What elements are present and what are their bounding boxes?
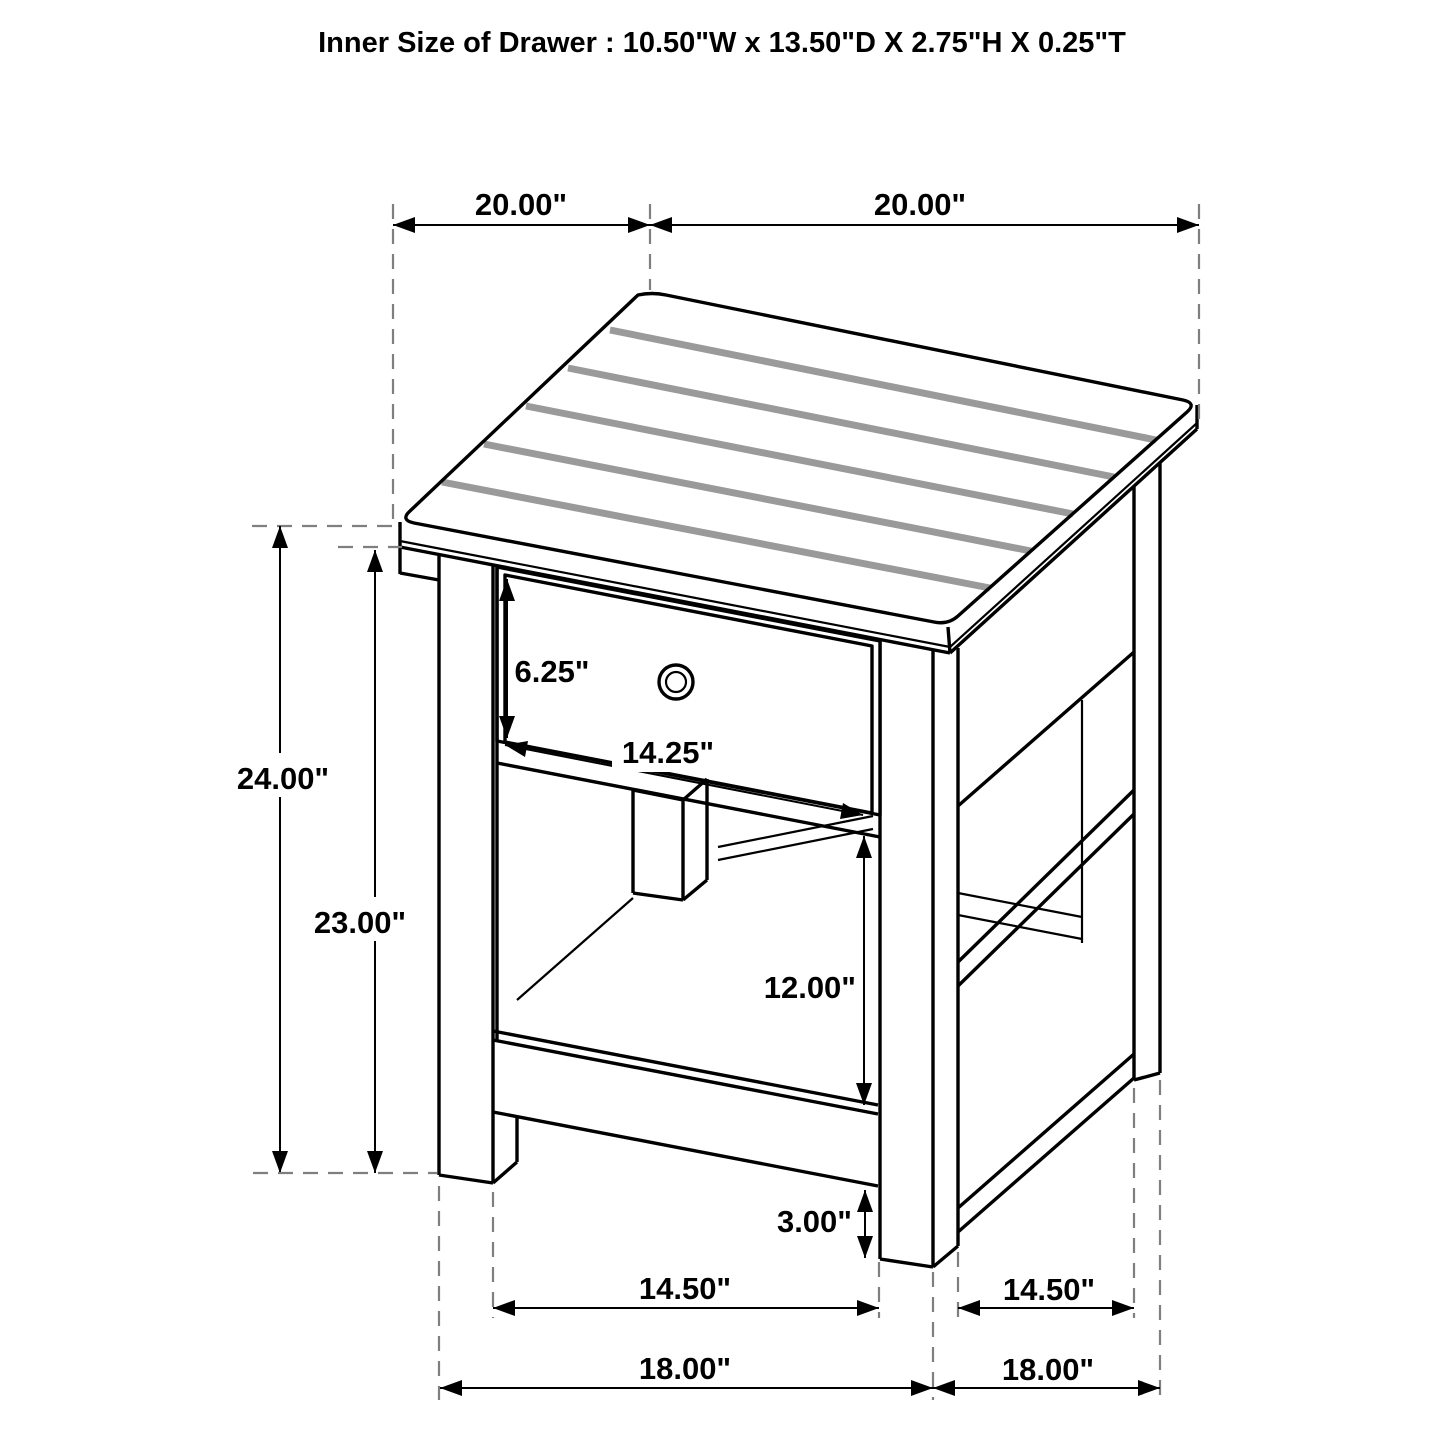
dim-label-overall-depth: 18.00" <box>1001 1352 1095 1387</box>
dim-base-clearance <box>777 1190 873 1258</box>
dim-label-front-leg-spacing: 14.50" <box>638 1271 732 1306</box>
dim-label-shelf-clearance: 12.00" <box>763 970 856 1005</box>
apron-bottom-edge <box>400 573 439 580</box>
dim-label-top-width: 20.00" <box>474 187 568 222</box>
side-apron-bottom <box>958 652 1134 806</box>
shelf-left-edge <box>517 898 633 1000</box>
dim-label-overall-height: 24.00" <box>236 761 330 796</box>
dim-label-base-clearance: 3.00" <box>776 1204 852 1239</box>
dim-side-leg-spacing <box>958 1088 1134 1318</box>
shelf-front-rail <box>493 1031 878 1186</box>
rear-right-leg <box>1134 462 1160 1080</box>
side-shelf-stretcher <box>958 790 1134 986</box>
side-bottom-stretcher <box>958 1054 1134 1232</box>
dim-label-side-leg-spacing: 14.50" <box>1002 1272 1096 1307</box>
rear-rail-bottom <box>718 829 873 860</box>
dim-shelf-clearance <box>764 836 872 1105</box>
dim-label-drawer-height: 6.25" <box>514 654 590 689</box>
drawer <box>505 575 872 813</box>
dim-label-top-depth: 20.00" <box>873 187 967 222</box>
dim-overall-depth <box>933 1080 1160 1400</box>
center-support-post <box>633 779 707 900</box>
dim-overall-height <box>210 526 400 1173</box>
dim-label-height-under-top: 23.00" <box>313 905 407 940</box>
back-structure-through-view <box>958 700 1082 943</box>
front-right-leg <box>880 641 958 1267</box>
dim-label-drawer-width: 14.25" <box>621 735 715 770</box>
drawing-title: Inner Size of Drawer : 10.50"W x 13.50"D X 2.75"H X 0.25"T <box>318 27 1126 59</box>
dim-label-overall-width: 18.00" <box>638 1351 732 1386</box>
